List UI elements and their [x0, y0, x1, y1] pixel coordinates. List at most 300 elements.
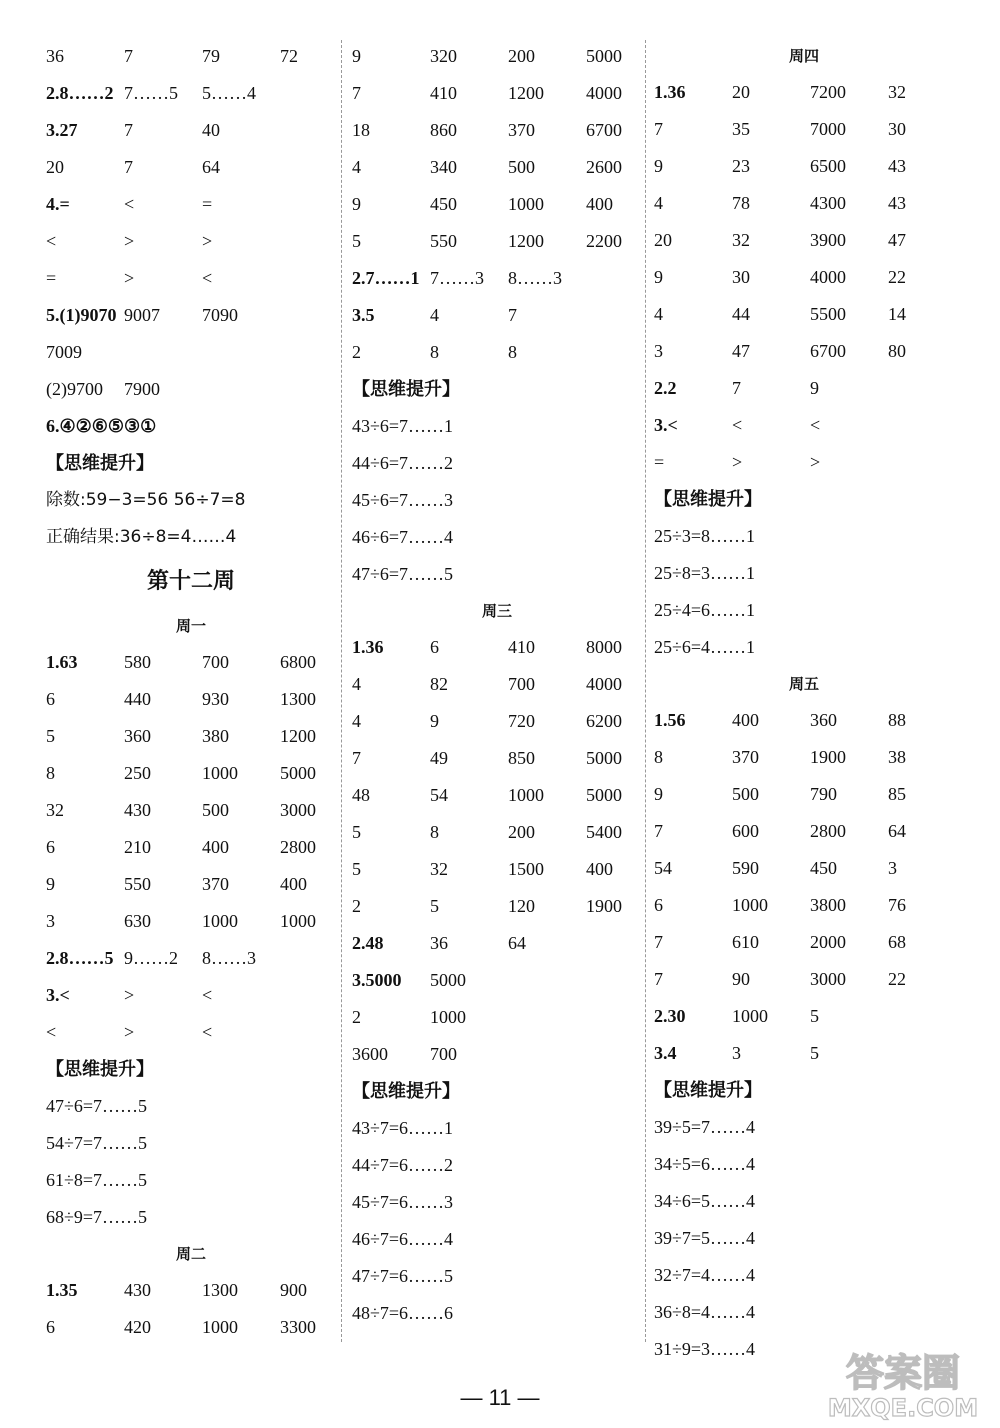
thinking-line: 25÷6=4……1 [654, 637, 756, 657]
answer-cell: 3000 [280, 800, 316, 820]
answer-cell: 1.63 [46, 652, 78, 672]
answer-cell: 8 [430, 822, 439, 842]
answer-cell: 7 [508, 305, 517, 325]
answer-cell: 8000 [586, 637, 622, 657]
answer-row [654, 1035, 954, 1072]
answer-row [46, 112, 336, 149]
answer-cell: 7009 [46, 342, 82, 362]
answer-cell: 5400 [586, 822, 622, 842]
answer-cell: 3 [732, 1043, 741, 1063]
answer-row [654, 813, 954, 850]
answer-cell: 9 [654, 784, 663, 804]
week-title: 第十二周 [146, 569, 235, 594]
answer-row [352, 703, 642, 740]
answer-cell: 79 [202, 46, 220, 66]
answer-cell: 64 [508, 933, 526, 953]
answer-cell: 9 [654, 267, 663, 287]
answer-cell: 1200 [280, 726, 316, 746]
thursday-thinking-lines [654, 518, 954, 666]
answer-cell: 6 [430, 637, 439, 657]
answer-cell: 5 [352, 822, 361, 842]
thinking-line: 46÷6=7……4 [352, 527, 454, 547]
answer-cell: 9 [46, 874, 55, 894]
answer-cell: 82 [430, 674, 448, 694]
column-1 [46, 38, 336, 1346]
thinking-line: 32÷7=4……4 [654, 1265, 756, 1285]
answer-cell: 76 [888, 895, 906, 915]
answer-cell: 5 [810, 1043, 819, 1063]
answer-cell: 5……4 [202, 83, 256, 103]
answer-cell: 9 [654, 156, 663, 176]
answer-cell: 5.(1)9070 [46, 305, 117, 325]
column-divider-1 [341, 40, 342, 1342]
answer-cell: 2.8……2 [46, 83, 114, 103]
answer-cell: 5 [352, 231, 361, 251]
answer-cell: 7 [654, 969, 663, 989]
answer-cell: 4.= [46, 194, 70, 214]
answer-cell: 47 [888, 230, 906, 250]
answer-cell: 22 [888, 969, 906, 989]
answer-cell: 3.27 [46, 120, 78, 140]
thinking-line: 68÷9=7……5 [46, 1207, 148, 1227]
thinking-line: 54÷7=7……5 [46, 1133, 148, 1153]
answer-cell: 1300 [202, 1280, 238, 1300]
answer-row [352, 334, 642, 371]
answer-cell: 47 [732, 341, 750, 361]
answer-cell: 450 [430, 194, 457, 214]
answer-row [46, 1014, 336, 1051]
answer-cell: 7000 [810, 119, 846, 139]
wednesday-title: 周三 [481, 602, 512, 620]
answer-cell: 3.5 [352, 305, 375, 325]
answer-row [46, 903, 336, 940]
answer-cell: 4 [352, 674, 361, 694]
thinking-line: 47÷6=7……5 [46, 1096, 148, 1116]
answer-row [654, 407, 954, 444]
answer-cell: 790 [810, 784, 837, 804]
answer-cell: 400 [732, 710, 759, 730]
answer-row [46, 297, 336, 334]
answer-cell: 2200 [586, 231, 622, 251]
answer-cell: 4000 [586, 674, 622, 694]
answer-cell: 4000 [586, 83, 622, 103]
col2-thinking-lines [352, 408, 642, 593]
answer-row [654, 296, 954, 333]
answer-row [352, 814, 642, 851]
answer-row [352, 297, 642, 334]
answer-cell: 68 [888, 932, 906, 952]
answer-row [654, 776, 954, 813]
answer-cell: 720 [508, 711, 535, 731]
answer-row [352, 888, 642, 925]
answer-cell: 700 [508, 674, 535, 694]
answer-cell: 400 [280, 874, 307, 894]
answer-cell: 8……3 [508, 268, 562, 288]
answer-cell: 32 [732, 230, 750, 250]
answer-cell: 78 [732, 193, 750, 213]
answer-row [46, 681, 336, 718]
answer-cell: 500 [732, 784, 759, 804]
answer-cell: 3.5000 [352, 970, 402, 990]
answer-cell: 5 [352, 859, 361, 879]
answer-cell: 400 [586, 194, 613, 214]
answer-cell: 7 [352, 83, 361, 103]
answer-row [46, 1309, 336, 1346]
answer-cell: 5000 [430, 970, 466, 990]
answer-cell: 450 [810, 858, 837, 878]
answer-cell: 1900 [586, 896, 622, 916]
answer-row [352, 260, 642, 297]
answer-cell: 20 [732, 82, 750, 102]
answer-cell: 9……2 [124, 948, 178, 968]
answer-cell: 3600 [352, 1044, 388, 1064]
watermark-title: 答案圈 [845, 1351, 961, 1395]
answer-cell: = [654, 452, 665, 472]
answer-cell: 3 [888, 858, 897, 878]
answer-cell: 5500 [810, 304, 846, 324]
answer-cell: 400 [202, 837, 229, 857]
answer-row [46, 223, 336, 260]
answer-cell: 44 [732, 304, 750, 324]
answer-cell: 860 [430, 120, 457, 140]
answer-cell: 420 [124, 1317, 151, 1337]
answer-cell: 43 [888, 193, 906, 213]
answer-cell: 6 [46, 1317, 55, 1337]
thursday-thinking-header: 【思维提升】 [654, 489, 762, 510]
answer-cell: 1000 [430, 1007, 466, 1027]
answer-cell: 32 [46, 800, 64, 820]
answer-cell: 20 [46, 157, 64, 177]
thinking-line: 47÷7=6……5 [352, 1266, 454, 1286]
answer-cell: 1000 [732, 895, 768, 915]
answer-cell: 850 [508, 748, 535, 768]
answer-cell: 3 [654, 341, 663, 361]
answer-cell: 8 [430, 342, 439, 362]
col1-answer-rows [46, 38, 336, 445]
thinking-line: 47÷6=7……5 [352, 564, 454, 584]
answer-row [46, 829, 336, 866]
thinking-line: 46÷7=6……4 [352, 1229, 454, 1249]
monday-title: 周一 [175, 617, 206, 635]
answer-cell: 5000 [586, 46, 622, 66]
answer-cell: 9 [810, 378, 819, 398]
answer-row [46, 940, 336, 977]
answer-cell: 32 [430, 859, 448, 879]
answer-cell: 1300 [280, 689, 316, 709]
answer-cell: 72 [280, 46, 298, 66]
answer-cell: 40 [202, 120, 220, 140]
answer-cell: 4 [352, 711, 361, 731]
answer-cell: > [732, 452, 743, 472]
answer-cell: 1000 [508, 194, 544, 214]
friday-thinking-header: 【思维提升】 [654, 1080, 762, 1101]
answer-cell: < [202, 1022, 213, 1042]
col2-thinking-header: 【思维提升】 [352, 379, 460, 400]
answer-cell: 430 [124, 1280, 151, 1300]
answer-cell: 2.7……1 [352, 268, 420, 288]
answer-cell: 6200 [586, 711, 622, 731]
answer-row [654, 444, 954, 481]
answer-cell: > [124, 985, 135, 1005]
answer-cell: = [202, 194, 213, 214]
answer-cell: 38 [888, 747, 906, 767]
answer-cell: 54 [654, 858, 672, 878]
answer-cell: 7……3 [430, 268, 484, 288]
answer-cell: < [46, 231, 57, 251]
answer-cell: > [124, 268, 135, 288]
answer-cell: 49 [430, 748, 448, 768]
answer-row [654, 998, 954, 1035]
thursday-answer-rows [654, 74, 954, 481]
watermark-logo [818, 1342, 988, 1422]
answer-row [352, 112, 642, 149]
answer-cell: 1200 [508, 231, 544, 251]
answer-cell: 36 [46, 46, 64, 66]
answer-cell: 7 [124, 46, 133, 66]
answer-cell: 340 [430, 157, 457, 177]
answer-cell: 7090 [202, 305, 238, 325]
answer-row [352, 186, 642, 223]
answer-cell: 1000 [202, 911, 238, 931]
answer-cell: 2 [352, 1007, 361, 1027]
answer-cell: 22 [888, 267, 906, 287]
answer-cell: < [46, 1022, 57, 1042]
answer-cell: 3.4 [654, 1043, 677, 1063]
column-divider-2 [645, 40, 646, 1342]
answer-cell: 4 [654, 304, 663, 324]
answer-cell: 120 [508, 896, 535, 916]
answer-cell: 320 [430, 46, 457, 66]
thinking-line: 39÷5=7……4 [654, 1117, 756, 1137]
answer-cell: 2 [352, 342, 361, 362]
answer-row [654, 333, 954, 370]
answer-cell: 200 [508, 822, 535, 842]
thinking-line: 除数:59−3=56 56÷7=8 [46, 490, 246, 510]
answer-cell: 2800 [280, 837, 316, 857]
answer-cell: 4300 [810, 193, 846, 213]
answer-row [46, 334, 336, 371]
friday-answer-rows [654, 702, 954, 1072]
answer-cell: 5000 [586, 785, 622, 805]
answer-cell: 250 [124, 763, 151, 783]
thinking-line: 44÷6=7……2 [352, 453, 454, 473]
answer-row [46, 371, 336, 408]
answer-row [654, 887, 954, 924]
answer-cell: 700 [430, 1044, 457, 1064]
answer-cell: 4000 [810, 267, 846, 287]
answer-cell: 8 [654, 747, 663, 767]
answer-row [46, 866, 336, 903]
watermark-url: MXQE.COM [827, 1394, 979, 1422]
answer-cell: 6.④②⑥⑤③① [46, 416, 157, 436]
answer-cell: 610 [732, 932, 759, 952]
answer-row [46, 149, 336, 186]
answer-cell: 630 [124, 911, 151, 931]
monday-thinking-lines [46, 1088, 336, 1236]
answer-cell: 18 [352, 120, 370, 140]
answer-row [654, 961, 954, 998]
friday-thinking-lines [654, 1109, 954, 1368]
answer-row [46, 792, 336, 829]
answer-cell: 2000 [810, 932, 846, 952]
answer-row [654, 74, 954, 111]
answer-cell: 35 [732, 119, 750, 139]
thinking-line: 44÷7=6……2 [352, 1155, 454, 1175]
answer-row [352, 962, 642, 999]
answer-row [46, 38, 336, 75]
answer-row [352, 75, 642, 112]
answer-cell: < [202, 985, 213, 1005]
thinking-line: 34÷6=5……4 [654, 1191, 756, 1211]
answer-cell: 9 [430, 711, 439, 731]
answer-cell: 7……5 [124, 83, 178, 103]
answer-row [352, 629, 642, 666]
answer-row [352, 38, 642, 75]
answer-cell: 590 [732, 858, 759, 878]
answer-cell: 4 [654, 193, 663, 213]
answer-cell: 2800 [810, 821, 846, 841]
answer-cell: 5 [46, 726, 55, 746]
answer-cell: 7 [654, 821, 663, 841]
friday-title: 周五 [788, 675, 819, 693]
answer-cell: 1.35 [46, 1280, 78, 1300]
answer-cell: 700 [202, 652, 229, 672]
monday-thinking-header: 【思维提升】 [46, 1059, 154, 1080]
answer-cell: > [810, 452, 821, 472]
answer-cell: 360 [124, 726, 151, 746]
answer-row [654, 739, 954, 776]
answer-cell: 3.< [654, 415, 678, 435]
answer-cell: 54 [430, 785, 448, 805]
answer-cell: 8 [508, 342, 517, 362]
answer-cell: 900 [280, 1280, 307, 1300]
answer-cell: 550 [430, 231, 457, 251]
column-3 [654, 38, 954, 1368]
thinking-line: 34÷5=6……4 [654, 1154, 756, 1174]
answer-cell: 1000 [202, 763, 238, 783]
answer-cell: 5 [810, 1006, 819, 1026]
monday-answer-rows [46, 644, 336, 1051]
answer-cell: 7 [124, 120, 133, 140]
answer-cell: 380 [202, 726, 229, 746]
tuesday-title: 周二 [175, 1245, 206, 1263]
answer-row [46, 1272, 336, 1309]
answer-cell: 5000 [586, 748, 622, 768]
answer-row [46, 718, 336, 755]
answer-row [352, 925, 642, 962]
answer-row [654, 924, 954, 961]
answer-cell: 1.36 [352, 637, 384, 657]
answer-cell: 440 [124, 689, 151, 709]
wednesday-answer-rows [352, 629, 642, 1073]
answer-row [654, 259, 954, 296]
answer-row [352, 666, 642, 703]
thinking-line: 39÷7=5……4 [654, 1228, 756, 1248]
thinking-line: 25÷8=3……1 [654, 563, 756, 583]
answer-row [352, 851, 642, 888]
answer-cell: 36 [430, 933, 448, 953]
answer-cell: 1000 [508, 785, 544, 805]
answer-cell: 4 [430, 305, 439, 325]
answer-cell: 7200 [810, 82, 846, 102]
answer-cell: 5 [430, 896, 439, 916]
answer-cell: 1000 [732, 1006, 768, 1026]
answer-cell: 3900 [810, 230, 846, 250]
answer-row [46, 644, 336, 681]
answer-cell: 30 [888, 119, 906, 139]
wednesday-thinking-lines [352, 1110, 642, 1332]
answer-cell: 3.< [46, 985, 70, 1005]
answer-cell: 410 [430, 83, 457, 103]
answer-cell: 3000 [810, 969, 846, 989]
answer-cell: 1900 [810, 747, 846, 767]
col2-answer-rows [352, 38, 642, 371]
answer-row [352, 777, 642, 814]
answer-cell: 1200 [508, 83, 544, 103]
answer-cell: 9007 [124, 305, 160, 325]
answer-cell: > [124, 231, 135, 251]
thinking-line: 25÷3=8……1 [654, 526, 756, 546]
answer-cell: 1000 [202, 1317, 238, 1337]
tuesday-answer-rows [46, 1272, 336, 1346]
answer-cell: 600 [732, 821, 759, 841]
answer-cell: < [124, 194, 135, 214]
answer-cell: 2.2 [654, 378, 677, 398]
answer-cell: 23 [732, 156, 750, 176]
answer-cell: 8 [46, 763, 55, 783]
answer-cell: 370 [732, 747, 759, 767]
answer-row [654, 222, 954, 259]
answer-row [654, 850, 954, 887]
page-number: — 11 — [460, 1385, 540, 1410]
answer-cell: 6 [46, 837, 55, 857]
answer-cell: < [202, 268, 213, 288]
answer-row [352, 999, 642, 1036]
answer-cell: 200 [508, 46, 535, 66]
answer-cell: 210 [124, 837, 151, 857]
answer-cell: 32 [888, 82, 906, 102]
answer-row [46, 755, 336, 792]
answer-cell: 43 [888, 156, 906, 176]
answer-cell: 1500 [508, 859, 544, 879]
thinking-header: 【思维提升】 [46, 453, 154, 474]
answer-cell: 1000 [280, 911, 316, 931]
answer-cell: 2 [352, 896, 361, 916]
answer-row [352, 1036, 642, 1073]
answer-cell: 20 [654, 230, 672, 250]
answer-cell: 550 [124, 874, 151, 894]
answer-cell: 6 [46, 689, 55, 709]
answer-cell: 500 [508, 157, 535, 177]
answer-cell: 6 [654, 895, 663, 915]
answer-cell: 1.36 [654, 82, 686, 102]
answer-cell: 64 [888, 821, 906, 841]
answer-cell: 30 [732, 267, 750, 287]
answer-row [352, 740, 642, 777]
answer-cell: > [202, 231, 213, 251]
answer-row [352, 149, 642, 186]
answer-cell: 500 [202, 800, 229, 820]
answer-cell: 930 [202, 689, 229, 709]
answer-cell: 48 [352, 785, 370, 805]
answer-cell: 6500 [810, 156, 846, 176]
answer-row [654, 702, 954, 739]
answer-cell: 1.56 [654, 710, 686, 730]
answer-cell: 7 [124, 157, 133, 177]
answer-row [46, 186, 336, 223]
answer-cell: 90 [732, 969, 750, 989]
answer-cell: 7 [352, 748, 361, 768]
